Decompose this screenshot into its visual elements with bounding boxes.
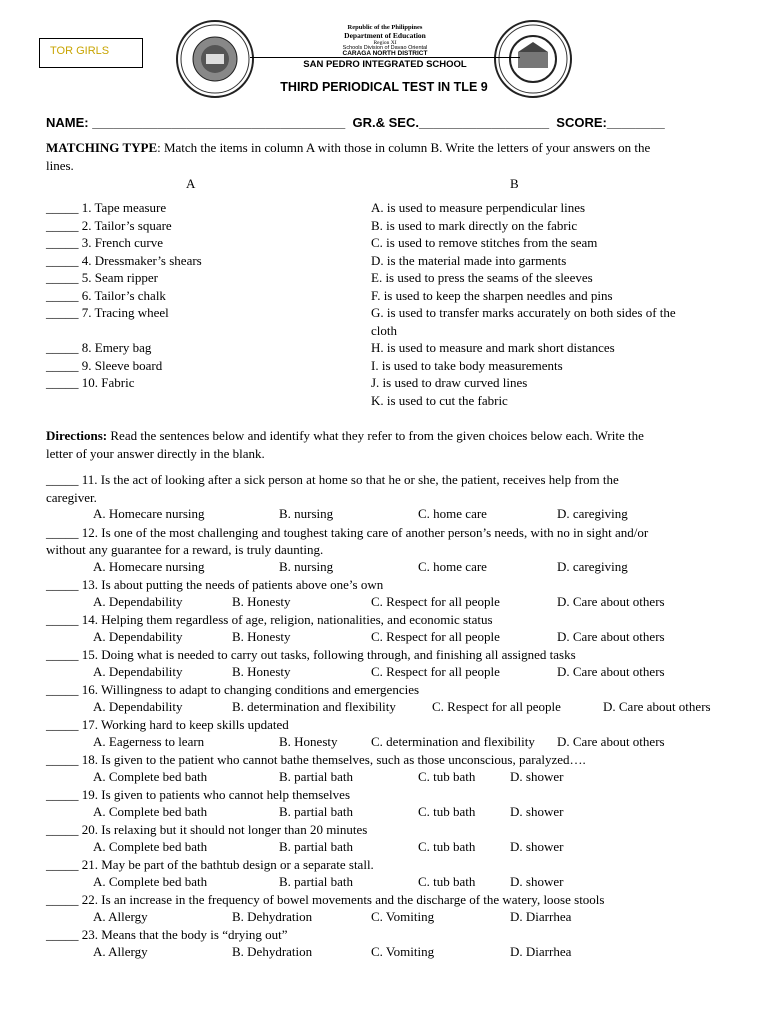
answer-option: B. determination and flexibility: [232, 698, 396, 714]
column-b-item: G. is used to transfer marks accurately on both sides of the: [371, 305, 676, 320]
header-republic: Republic of the Philippines: [347, 24, 423, 31]
column-b-item: cloth: [371, 322, 397, 338]
answer-option: B. nursing: [279, 506, 334, 521]
test-title: THIRD PERIODICAL TEST IN TLE 9: [280, 80, 488, 94]
answer-option: B. Honesty: [279, 733, 338, 749]
question-stem[interactable]: _____ 12. Is one of the most challenging and toughest taking care of another person’s needs, with no in sight and/or: [46, 524, 649, 540]
answer-option: B. Honesty: [232, 628, 291, 644]
column-b-item: H. is used to measure and mark short distances: [371, 340, 615, 355]
column-b-item: J. is used to draw curved lines: [371, 375, 528, 390]
answer-option: A. Complete bed bath: [93, 873, 208, 889]
column-b-item: I. is used to take body measurements: [371, 357, 563, 373]
answer-option: D. Diarrhea: [510, 908, 572, 924]
matching-label: MATCHING TYPE: [46, 140, 158, 155]
answer-option: D. caregiving: [557, 558, 628, 574]
answer-option: A. Complete bed bath: [93, 838, 208, 854]
column-a-item[interactable]: _____ 5. Seam ripper: [46, 270, 158, 285]
column-b-item: B. is used to mark directly on the fabric: [371, 217, 578, 233]
question-stem[interactable]: _____ 19. Is given to patients who cannot help themselves: [46, 787, 351, 802]
directions-label: Directions:: [46, 428, 108, 443]
column-b-item: E. is used to press the seams of the sleeves: [371, 270, 593, 285]
column-a-item[interactable]: _____ 8. Emery bag: [46, 340, 152, 355]
column-a-item[interactable]: _____ 1. Tape measure: [46, 200, 167, 215]
column-a-item[interactable]: _____ 9. Sleeve board: [46, 357, 163, 373]
answer-option: C. Respect for all people: [371, 628, 500, 644]
answer-option: B. Dehydration: [232, 908, 313, 924]
answer-option: D. shower: [510, 768, 564, 784]
question-stem-continued: caregiver.: [46, 489, 97, 505]
answer-option: C. determination and flexibility: [371, 733, 535, 749]
answer-option: D. shower: [510, 838, 564, 854]
question-stem[interactable]: _____ 21. May be part of the bathtub design or a separate stall.: [46, 857, 374, 872]
answer-option: B. Honesty: [232, 593, 291, 609]
header-region: Region XI: [373, 40, 397, 46]
answer-option: D. caregiving: [557, 506, 628, 521]
question-stem[interactable]: _____ 14. Helping them regardless of age, religion, nationalities, and economic status: [46, 612, 493, 627]
question-stem[interactable]: _____ 15. Doing what is needed to carry out tasks, following through, and finishing all assigned tasks: [46, 647, 576, 662]
column-a-heading: A: [186, 176, 196, 191]
answer-option: C. tub bath: [418, 873, 476, 889]
answer-option: D. Care about others: [603, 698, 711, 714]
answer-option: A. Homecare nursing: [93, 506, 205, 521]
answer-option: B. Dehydration: [232, 943, 313, 959]
answer-option: D. shower: [510, 803, 564, 819]
answer-option: A. Eagerness to learn: [93, 733, 205, 749]
name-grade-score-line[interactable]: NAME: ___________________________________ GR.& SEC.__________________ SCORE:________: [46, 115, 665, 130]
column-a-item[interactable]: _____ 7. Tracing wheel: [46, 305, 169, 320]
question-stem[interactable]: _____ 17. Working hard to keep skills updated: [46, 717, 289, 732]
answer-option: C. Vomiting: [371, 943, 435, 959]
answer-option: B. Honesty: [232, 663, 291, 679]
category-badge: TOR GIRLS: [39, 38, 143, 68]
answer-option: B. partial bath: [279, 838, 354, 854]
answer-option: C. tub bath: [418, 803, 476, 819]
answer-option: D. Care about others: [557, 663, 665, 679]
question-stem[interactable]: _____ 13. Is about putting the needs of patients above one’s own: [46, 577, 384, 592]
column-a-item[interactable]: _____ 10. Fabric: [46, 375, 135, 390]
answer-option: A. Complete bed bath: [93, 768, 208, 784]
answer-option: A. Homecare nursing: [93, 558, 205, 574]
question-stem[interactable]: _____ 20. Is relaxing but it should not longer than 20 minutes: [46, 822, 368, 837]
column-b-item: C. is used to remove stitches from the seam: [371, 235, 598, 250]
header-department: Department of Education: [344, 31, 426, 40]
directions: [46, 427, 722, 462]
directions-text: Read the sentences below and identify what they refer to from the given choices below each. Write the: [107, 428, 644, 443]
column-a-item[interactable]: _____ 6. Tailor’s chalk: [46, 287, 166, 303]
answer-option: B. nursing: [279, 558, 334, 574]
directions-text-2: letter of your answer directly in the blank.: [46, 445, 265, 461]
answer-option: A. Allergy: [93, 943, 148, 959]
answer-option: D. shower: [510, 873, 564, 889]
matching-instruction-text: : Match the items in column A with those in column B. Write the letters of your answers on the: [157, 140, 651, 155]
question-stem[interactable]: _____ 16. Willingness to adapt to changing conditions and emergencies: [46, 682, 420, 697]
column-b-item: A. is used to measure perpendicular lines: [371, 200, 586, 215]
answer-option: C. Respect for all people: [432, 698, 561, 714]
answer-option: A. Dependability: [93, 593, 183, 609]
answer-option: C. Vomiting: [371, 908, 435, 924]
column-a-item[interactable]: _____ 4. Dressmaker’s shears: [46, 252, 202, 268]
answer-option: C. home care: [418, 558, 487, 574]
header-district: CARAGA NORTH DISTRICT: [342, 50, 428, 57]
column-b-item: K. is used to cut the fabric: [371, 392, 508, 408]
matching-instruction-text-2: lines.: [46, 157, 74, 173]
column-a-item[interactable]: _____ 3. French curve: [46, 235, 163, 250]
column-b-item: F. is used to keep the sharpen needles and pins: [371, 287, 613, 303]
question-stem[interactable]: _____ 23. Means that the body is “drying out”: [46, 927, 288, 942]
question-stem-continued: without any guarantee for a reward, is truly daunting.: [46, 542, 324, 557]
answer-option: C. Respect for all people: [371, 663, 500, 679]
header-school: SAN PEDRO INTEGRATED SCHOOL: [250, 57, 520, 70]
question-stem[interactable]: _____ 22. Is an increase in the frequency of bowel movements and the discharge of the watery, loose stools: [46, 892, 605, 907]
answer-option: A. Dependability: [93, 698, 183, 714]
question-stem[interactable]: _____ 11. Is the act of looking after a sick person at home so that he or she, the patient, receives help from the: [46, 472, 619, 487]
matching-instruction: [46, 139, 722, 174]
header-division: Schools Division of Davao Oriental: [342, 45, 428, 51]
answer-option: D. Care about others: [557, 593, 665, 609]
answer-option: A. Dependability: [93, 663, 183, 679]
answer-option: C. home care: [418, 506, 487, 521]
column-a-item[interactable]: _____ 2. Tailor’s square: [46, 217, 172, 233]
answer-option: C. tub bath: [418, 838, 476, 854]
answer-option: D. Care about others: [557, 628, 665, 644]
answer-option: B. partial bath: [279, 803, 354, 819]
answer-option: A. Allergy: [93, 908, 148, 924]
answer-option: B. partial bath: [279, 768, 354, 784]
column-b-heading: B: [510, 176, 519, 191]
answer-option: D. Diarrhea: [510, 943, 572, 959]
answer-option: C. tub bath: [418, 768, 476, 784]
question-stem[interactable]: _____ 18. Is given to the patient who cannot bathe themselves, such as those unconscious, paralyzed….: [46, 752, 586, 767]
column-b-item: D. is the material made into garments: [371, 252, 567, 268]
answer-option: A. Dependability: [93, 628, 183, 644]
answer-option: B. partial bath: [279, 873, 354, 889]
answer-option: A. Complete bed bath: [93, 803, 208, 819]
answer-option: C. Respect for all people: [371, 593, 500, 609]
answer-option: D. Care about others: [557, 733, 665, 749]
